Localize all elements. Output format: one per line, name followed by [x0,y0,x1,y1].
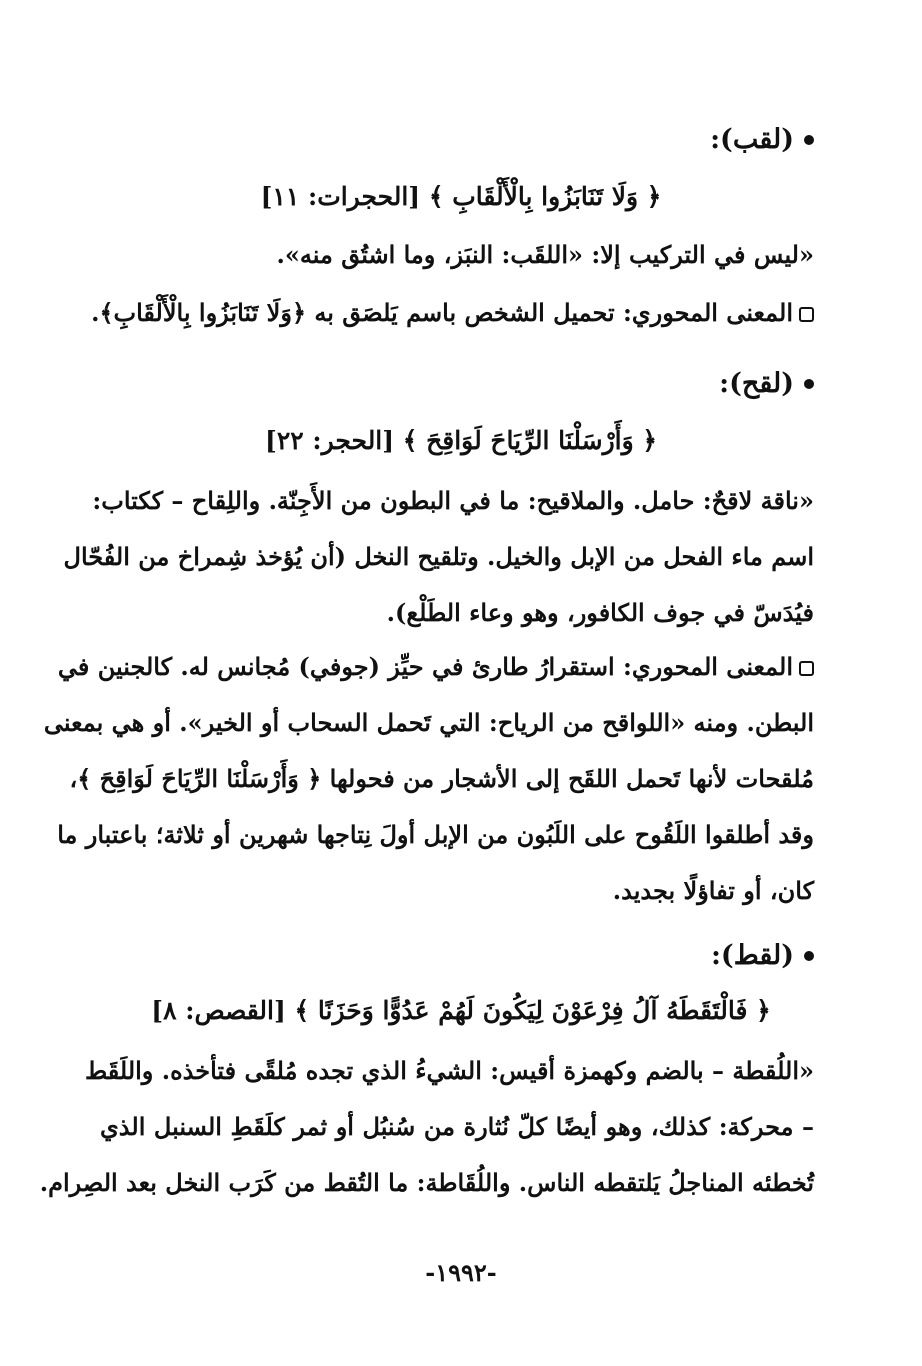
text-line: اسم ماء الفحل من الإبل والخيل. وتلقيح النخل (أن يُؤخذ شِمراخ من الفُحّال [63,542,814,571]
text-line: المعنى المحوري: استقرارُ طارئ في حيِّز (جوفي) مُجانس له. كالجنين في [57,652,793,681]
bullet-icon [804,135,814,145]
text-line: «ناقة لاقحٌ: حامل. والملاقيح: ما في البطون من الأَجِنّة. واللِقاح – ككتاب: [92,486,814,515]
page-number: -١٩٩٢- [425,1258,497,1287]
square-marker-icon [799,307,814,322]
text-line: مُلقحات لأنها تَحمل اللقَح إلى الأشجار من فحولها ﴿ وَأَرْسَلْنَا الرِّيَاحَ لَوَاقِحَ ﴾، [69,764,814,793]
text-line: البطن. ومنه «اللواقح من الرياح: التي تَحمل السحاب أو الخير». أو هي بمعنى [43,708,814,737]
entry-heading-laqab [710,124,814,155]
square-marker-icon [799,661,814,676]
text-line: كان، أو تفاؤلًا بجديد. [612,876,814,905]
core-meaning-line [91,298,814,327]
text-line: تُخطئه المناجلُ يَلتقطه الناس. واللُقَاطة: ما التُقط من كَرَب النخل بعد الصِرام. [39,1168,814,1197]
core-meaning-line [57,652,814,681]
text-line: «اللُقطة – بالضم وكهمزة أقيس: الشيءُ الذي تجده مُلقًى فتأخذه. واللَقَط [84,1056,814,1085]
bullet-icon [804,379,814,389]
quran-verse: ﴿ وَلَا تَنَابَزُوا بِالْأَلْقَابِ ﴾ [الحجرات: ١١] [260,182,662,211]
text-line: وقد أطلقوا اللَقُوح على اللَبُون من الإبل أولَ نِتاجها شهرين أو ثلاثة؛ باعتبار ما [57,820,814,849]
entry-heading-laqah [719,368,814,399]
heading-text: (لقب): [710,124,794,155]
entry-heading-laqat [711,940,814,971]
text-line: المعنى المحوري: تحميل الشخص باسم يَلصَق به ﴿وَلَا تَنَابَزُوا بِالْأَلْقَابِ﴾. [91,298,793,327]
heading-text: (لقط): [710,940,794,971]
heading-text: (لقح): [719,368,794,399]
quran-verse: ﴿ وَأَرْسَلْنَا الرِّيَاحَ لَوَاقِحَ ﴾ [الحجر: ٢٢] [264,426,658,455]
bullet-icon [804,951,814,961]
text-line: – محركة: كذلك، وهو أيضًا كلّ نُثارة من سُنبُل أو ثمر كلَقَطِ السنبل الذي [100,1112,814,1141]
quran-verse: ﴿ فَالْتَقَطَهُ آلُ فِرْعَوْنَ لِيَكُونَ لَهُمْ عَدُوًّا وَحَزَنًا ﴾ [القصص: ٨] [151,996,771,1025]
text-line: فيُدَسّ في جوف الكافور، وهو وعاء الطَلْع). [386,598,814,627]
text-line: «ليس في التركيب إلا: «اللقَب: النبَز، وما اشتُق منه». [276,240,814,269]
